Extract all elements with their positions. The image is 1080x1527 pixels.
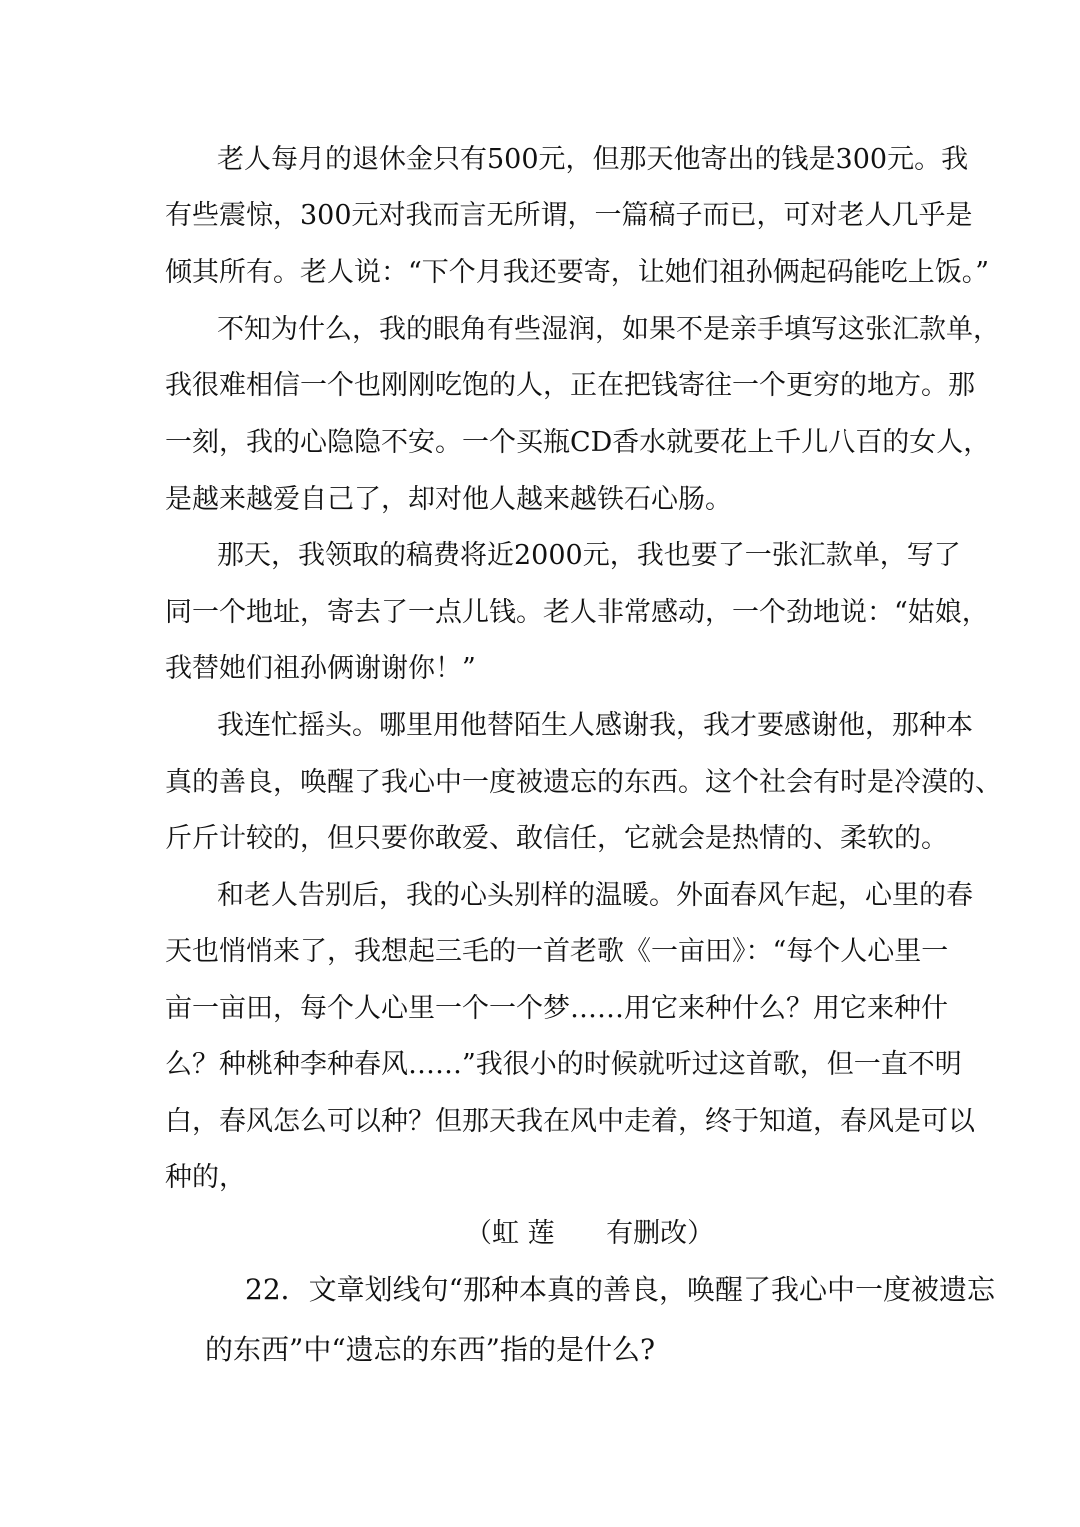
paragraph-line: 同一个地址，寄去了一点儿钱。老人非常感动，一个劲地说：“姑娘， (165, 597, 989, 628)
paragraph-line: 不知为什么，我的眼角有些湿润，如果不是亲手填写这张汇款单， (217, 314, 1000, 345)
paragraph-line: 我连忙摇头。哪里用他替陌生人感谢我，我才要感谢他，那种本 (217, 710, 973, 741)
paragraph-line: 白，春风怎么可以种？但那天我在风中走着，终于知道，春风是可以 (165, 1106, 975, 1137)
paragraph-line: 我很难相信一个也刚刚吃饱的人，正在把钱寄往一个更穷的地方。那 (165, 370, 975, 401)
source-attribution: （虹 莲 有删改） (465, 1218, 715, 1249)
paragraph-line: 老人每月的退休金只有500元，但那天他寄出的钱是300元。我 (217, 144, 969, 175)
paragraph-line: 倾其所有。老人说：“下个月我还要寄，让她们祖孙俩起码能吃上饭。” (165, 257, 990, 288)
question-text-line: 22．文章划线句“那种本真的善良，唤醒了我心中一度被遗忘 (245, 1273, 995, 1306)
question-text-line: 的东西”中“遗忘的东西”指的是什么? (205, 1333, 655, 1366)
paragraph-line: 我替她们祖孙俩谢谢你！” (165, 653, 476, 684)
paragraph-line: 有些震惊，300元对我而言无所谓，一篇稿子而已，可对老人几乎是 (165, 200, 973, 231)
paragraph-line: 是越来越爱自己了，却对他人越来越铁石心肠。 (165, 484, 732, 515)
paragraph-line: 亩一亩田，每个人心里一个一个梦……用它来种什么？用它来种什 (165, 993, 948, 1024)
paragraph-line: 一刻，我的心隐隐不安。一个买瓶CD香水就要花上千儿八百的女人， (165, 427, 991, 458)
paragraph-line: 斤斤计较的，但只要你敢爱、敢信任，它就会是热情的、柔软的。 (165, 823, 948, 854)
paragraph-line: 那天，我领取的稿费将近2000元，我也要了一张汇款单，写了 (217, 540, 961, 571)
paragraph-line: 真的善良，唤醒了我心中一度被遗忘的东西。这个社会有时是冷漠的、 (165, 767, 1002, 798)
paragraph-line: 么？种桃种李种春风……”我很小的时候就听过这首歌，但一直不明 (165, 1049, 962, 1080)
paragraph-line: 天也悄悄来了，我想起三毛的一首老歌《一亩田》：“每个人心里一 (165, 936, 949, 967)
paragraph-line: 和老人告别后，我的心头别样的温暖。外面春风乍起，心里的春 (217, 880, 973, 911)
paragraph-line: 种的， (165, 1162, 246, 1193)
